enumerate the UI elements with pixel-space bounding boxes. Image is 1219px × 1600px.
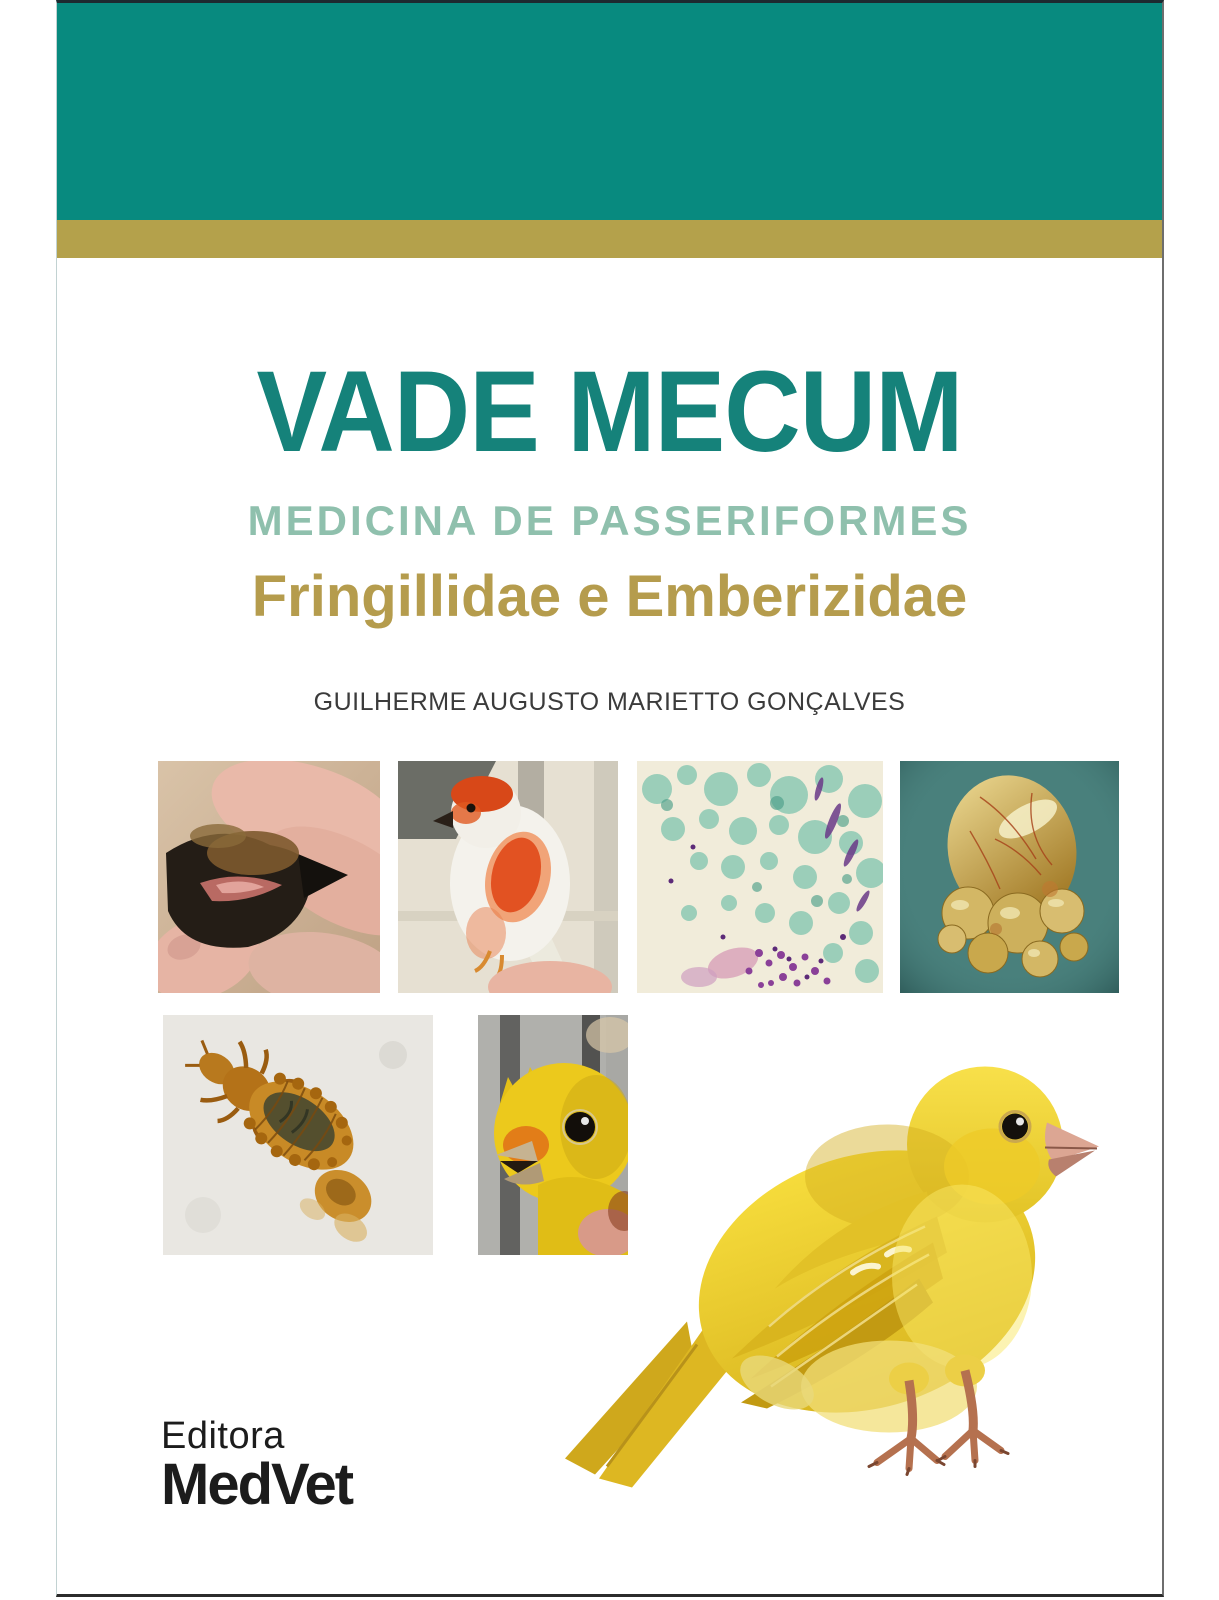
publisher-name-medvet: MedVet: [161, 1452, 353, 1517]
publisher-logo: [161, 1415, 353, 1517]
page-subtitle: MEDICINA DE PASSERIFORMES: [247, 497, 972, 544]
publisher-name-editora: Editora: [161, 1415, 285, 1457]
series-title: Fringillidae e Emberizidae: [251, 564, 968, 629]
cover: [56, 0, 1164, 1597]
teal-header-band: [57, 3, 1162, 220]
ovarian-follicle-mass-photo: [900, 761, 1119, 993]
chick-skin-lesion-photo: [158, 761, 380, 993]
author-name: GUILHERME AUGUSTO MARIETTO GONÇALVES: [313, 688, 906, 716]
page-title: VADE MECUM: [256, 348, 963, 476]
canary-illustration: [537, 1025, 1107, 1493]
gold-accent-band: [57, 220, 1162, 258]
cytology-micrograph-photo: [637, 761, 883, 993]
red-factor-canary-photo: [398, 761, 618, 993]
ectoparasite-micrograph-photo: [163, 1015, 433, 1255]
